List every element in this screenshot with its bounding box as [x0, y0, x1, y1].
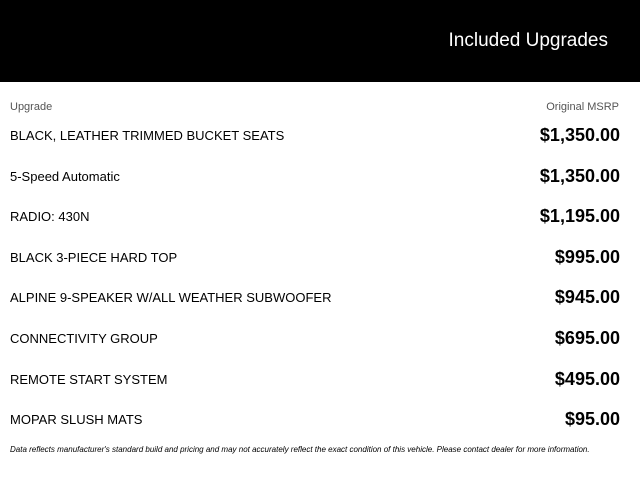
- upgrade-name: CONNECTIVITY GROUP: [10, 330, 158, 346]
- upgrade-name: MOPAR SLUSH MATS: [10, 412, 143, 428]
- upgrade-name: BLACK, LEATHER TRIMMED BUCKET SEATS: [10, 128, 285, 143]
- page-title: Included Upgrades: [448, 30, 608, 51]
- upgrade-price: $695.00: [554, 327, 620, 348]
- upgrade-name: BLACK 3-PIECE HARD TOP: [10, 249, 178, 265]
- column-header-msrp: Original MSRP: [546, 101, 619, 113]
- upgrade-price: $1,350.00: [539, 125, 620, 145]
- table-row: [0, 318, 640, 359]
- column-headers: [10, 100, 619, 114]
- table-row: [0, 237, 640, 278]
- upgrade-name: REMOTE START SYSTEM: [10, 371, 168, 387]
- upgrade-price: $95.00: [564, 409, 620, 430]
- disclaimer-text: Data reflects manufacturer's standard build and pricing and may not accurately reflect the exact condition of this vehicle. Please contact dealer for more information.: [10, 445, 590, 454]
- table-row: [0, 196, 640, 237]
- upgrade-price: $1,195.00: [539, 206, 620, 227]
- table-row: [0, 156, 640, 197]
- table-row: [0, 115, 640, 156]
- column-header-upgrade: Upgrade: [10, 101, 53, 113]
- header-bar: [0, 0, 640, 82]
- upgrade-price: $1,350.00: [539, 165, 620, 186]
- upgrade-name: RADIO: 430N: [10, 209, 90, 225]
- upgrade-price: $495.00: [554, 368, 620, 389]
- upgrade-name: ALPINE 9-SPEAKER W/ALL WEATHER SUBWOOFER: [10, 290, 332, 306]
- table-row: [0, 277, 640, 318]
- upgrades-list: [0, 115, 640, 440]
- upgrade-name: 5-Speed Automatic: [10, 168, 120, 184]
- table-row: [0, 399, 640, 440]
- upgrade-price: $945.00: [554, 287, 620, 308]
- table-row: [0, 359, 640, 400]
- upgrade-price: $995.00: [554, 246, 620, 267]
